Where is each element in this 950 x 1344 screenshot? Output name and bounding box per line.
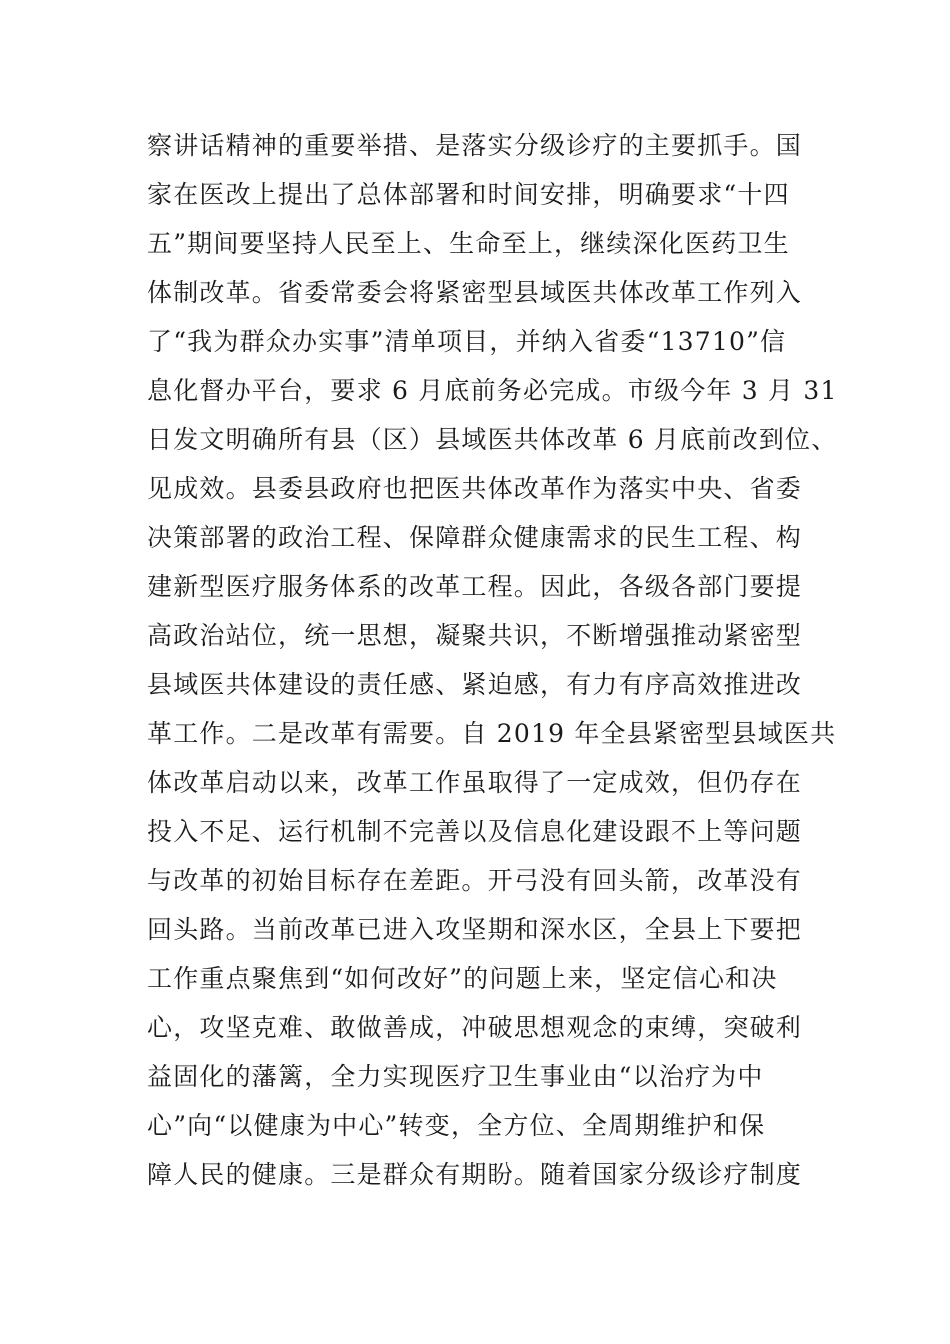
text-line: 家在医改上提出了总体部署和时间安排，明确要求“十四 <box>147 180 790 209</box>
text-line: 建新型医疗服务体系的改革工程。因此，各级各部门要提 <box>147 572 803 601</box>
text-line: 与改革的初始目标存在差距。开弓没有回头箭，改革没有 <box>147 866 803 895</box>
text-line: 心”向“以健康为中心”转变，全方位、全周期维护和保 <box>147 1111 766 1140</box>
text-line: 察讲话精神的重要举措、是落实分级诊疗的主要抓手。国 <box>147 131 803 160</box>
text-line: 投入不足、运行机制不完善以及信息化建设跟不上等问题 <box>147 817 803 846</box>
text-line: 工作重点聚焦到“如何改好”的问题上来，坚定信心和决 <box>147 964 778 993</box>
text-line: 体改革启动以来，改革工作虽取得了一定成效，但仍存在 <box>147 768 803 797</box>
text-line: 高政治站位，统一思想，凝聚共识，不断增强推动紧密型 <box>147 621 803 650</box>
text-line: 革工作。二是改革有需要。自 2019 年全县紧密型县域医共 <box>147 719 837 748</box>
text-line: 县域医共体建设的责任感、紧迫感，有力有序高效推进改 <box>147 670 803 699</box>
text-line: 见成效。县委县政府也把医共体改革作为落实中央、省委 <box>147 474 803 503</box>
text-line: 了“我为群众办实事”清单项目，并纳入省委“13710”信 <box>147 327 787 356</box>
text-line: 回头路。当前改革已进入攻坚期和深水区，全县上下要把 <box>147 915 803 944</box>
text-line: 决策部署的政治工程、保障群众健康需求的民生工程、构 <box>147 523 803 552</box>
text-line: 障人民的健康。三是群众有期盼。随着国家分级诊疗制度 <box>147 1160 803 1189</box>
text-line: 息化督办平台，要求 6 月底前务必完成。市级今年 3 月 31 <box>147 376 838 405</box>
text-line: 体制改革。省委常委会将紧密型县域医共体改革工作列入 <box>147 278 803 307</box>
text-line: 益固化的藩篱，全力实现医疗卫生事业由“以治疗为中 <box>147 1062 764 1091</box>
text-line: 日发文明确所有县（区）县域医共体改革 6 月底前改到位、 <box>147 425 838 454</box>
text-line: 心，攻坚克难、敢做善成，冲破思想观念的束缚，突破利 <box>147 1013 803 1042</box>
text-line: 五”期间要坚持人民至上、生命至上，继续深化医药卫生 <box>147 229 790 258</box>
